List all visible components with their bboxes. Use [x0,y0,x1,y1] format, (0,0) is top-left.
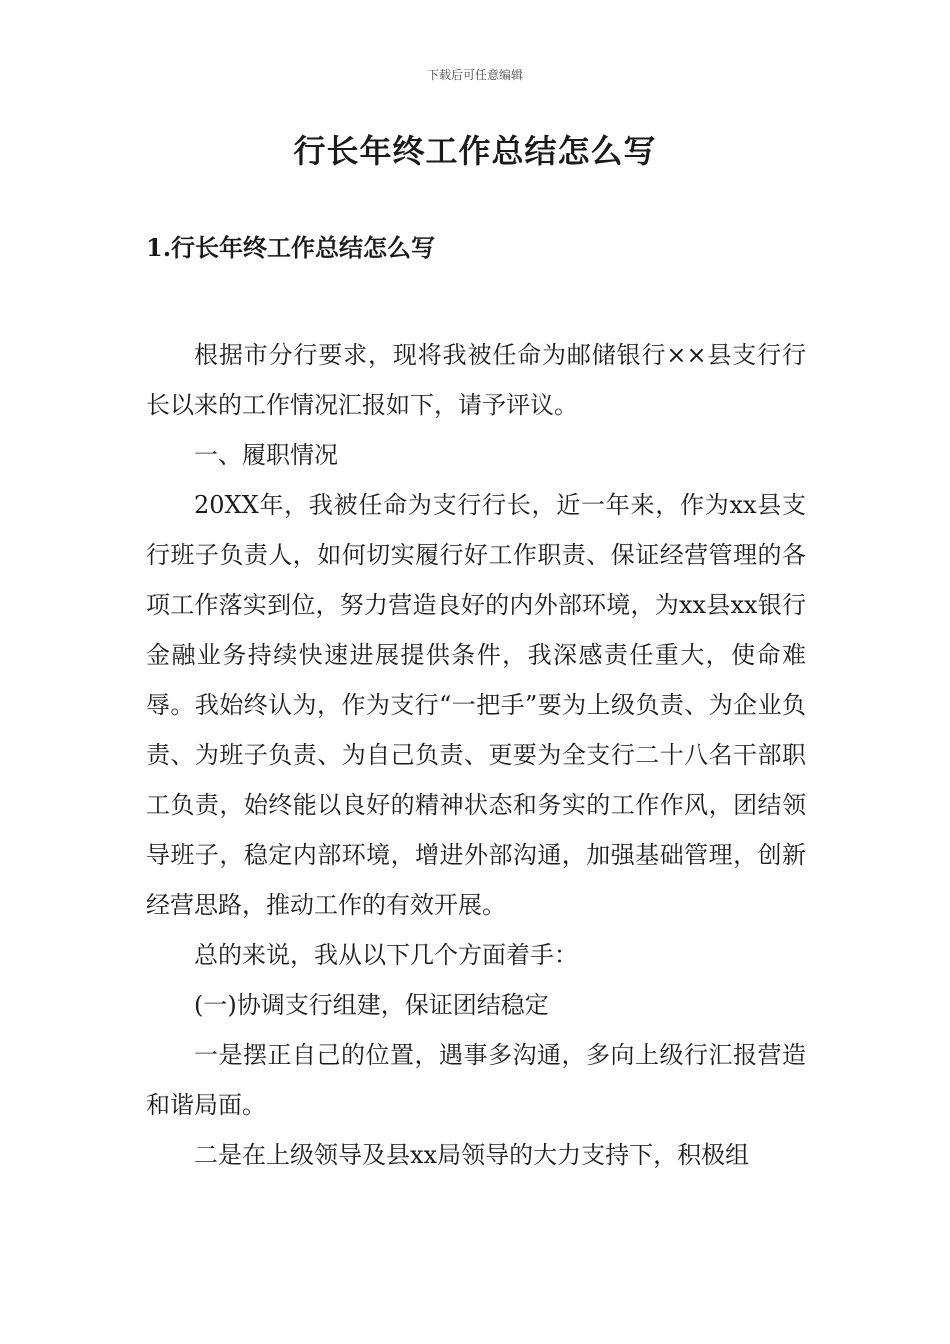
paragraph-duties: 20XX年，我被任命为支行行长，近一年来，作为xx县支行班子负责人，如何切实履行好工作职责、保证经营管理的各项工作落实到位，努力营造良好的内外部环境，为xx县xx银行金融业务持续快速进展提供条件，我深感责任重大，使命难辱。我始终认为，作为支行“一把手”要为上级负责、为企业负责、为班子负责、为自己负责、更要为全支行二十八名干部职工负责，始终能以良好的精神状态和务实的工作作风，团结领导班子，稳定内部环境，增进外部沟通，加强基础管理，创新经营思路，推动工作的有效开展。 [146,491,806,919]
paragraph-heading-duties: 一、履职情况 [194,441,338,469]
paragraph-summary: 总的来说，我从以下几个方面着手： [194,941,578,969]
paragraph-point-1: 一是摆正自己的位置，遇事多沟通，多向上级行汇报营造和谐局面。 [146,1041,806,1119]
paragraph-subheading-1: (一)协调支行组建，保证团结稳定 [194,991,549,1019]
document-body [146,330,806,1180]
section-heading: 1.行长年终工作总结怎么写 [146,233,436,262]
paragraph-intro: 根据市分行要求，现将我被任命为邮储银行××县支行行长以来的工作情况汇报如下，请予评议。 [146,341,806,419]
paragraph-point-2: 二是在上级领导及县xx局领导的大力支持下，积极组 [194,1141,750,1169]
document-title: 行长年终工作总结怎么写 [293,132,657,170]
header-note: 下载后可任意编辑 [426,68,523,82]
